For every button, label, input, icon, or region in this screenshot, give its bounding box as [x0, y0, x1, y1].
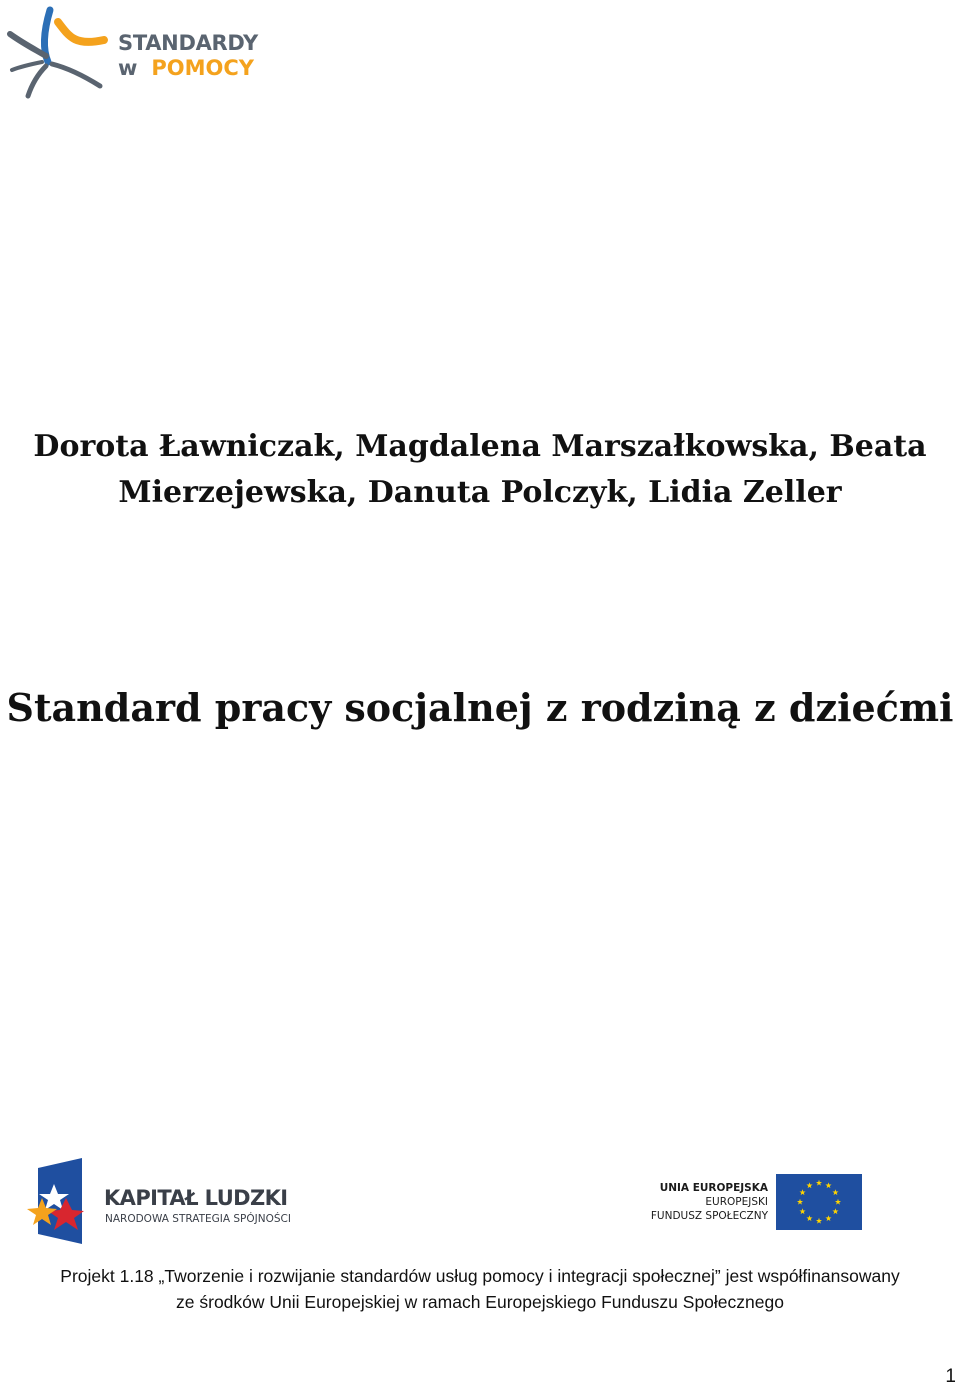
kapital-ludzki-logo — [26, 1158, 316, 1248]
standardy-w-pomocy-logo — [4, 4, 284, 100]
eu-line-3: FUNDUSZ SPOŁECZNY — [650, 1210, 768, 1222]
logo-text-w-pomocy — [118, 56, 254, 80]
eu-efs-logo — [640, 1172, 864, 1234]
kapital-ludzki-subtitle: NARODOWA STRATEGIA SPÓJNOŚCI — [105, 1213, 291, 1225]
eu-flag-icon — [776, 1174, 862, 1230]
document-title: Standard pracy socjalnej z rodziną z dziećmi — [6, 685, 954, 730]
logo-text-w: w — [118, 56, 138, 80]
authors-line-2: Mierzejewska, Danuta Polczyk, Lidia Zeller — [118, 475, 842, 510]
footnote-line-1: Projekt 1.18 „Tworzenie i rozwijanie standardów usług pomocy i integracji społecznej” jest współfinansowany — [60, 1266, 900, 1286]
footnote-line-2: ze środków Unii Europejskiej w ramach Europejskiego Funduszu Społecznego — [176, 1292, 784, 1312]
page-number: 1 — [945, 1366, 956, 1387]
eu-line-2: EUROPEJSKI — [705, 1196, 768, 1208]
logo-text-pomocy: POMOCY — [151, 56, 255, 80]
project-footnote — [0, 1263, 960, 1315]
kapital-ludzki-name: KAPITAŁ LUDZKI — [104, 1186, 288, 1210]
authors — [0, 424, 960, 516]
authors-line-1: Dorota Ławniczak, Magdalena Marszałkowska, Beata — [33, 429, 927, 464]
star-person-icon — [4, 4, 114, 100]
eu-line-1: UNIA EUROPEJSKA — [659, 1182, 768, 1194]
kapital-ludzki-flag-icon — [26, 1158, 106, 1248]
logo-text-standardy: STANDARDY — [118, 31, 258, 55]
eu-logo-text — [651, 1181, 768, 1223]
